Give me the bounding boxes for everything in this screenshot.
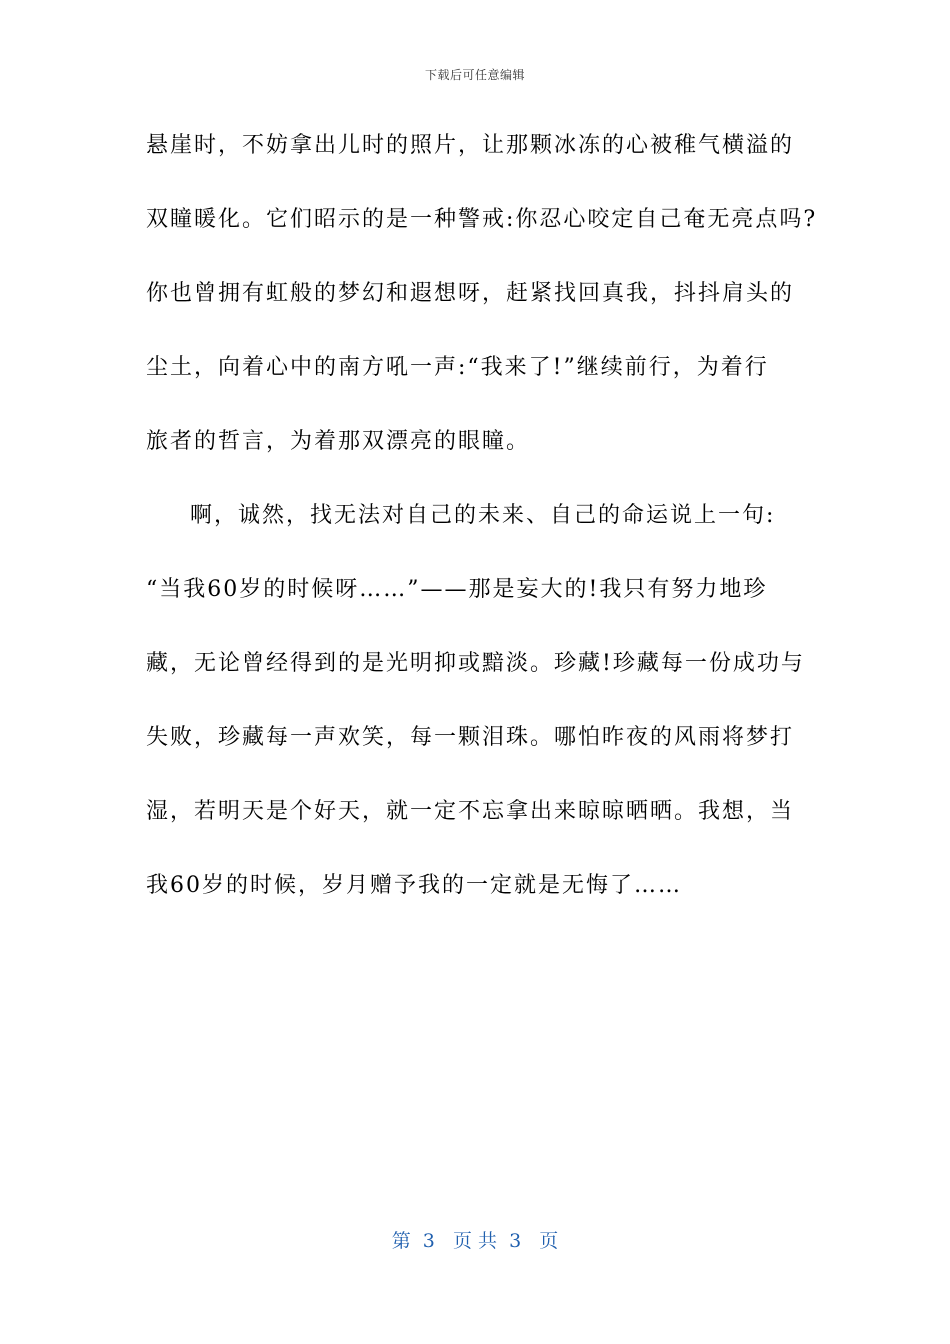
text-line: 湿，若明天是个好天，就一定不忘拿出来晾晾晒晒。我想，当 [146,799,795,824]
document-body [146,122,816,936]
page-header: 下载后可任意编辑 [424,68,525,82]
text-line: 尘土，向着心中的南方吼一声:“我来了!”继续前行，为着行 [146,355,769,380]
text-line: 双瞳暖化。它们昭示的是一种警戒:你忍心咬定自己奄无亮点吗? [146,207,818,232]
text-line: 藏，无论曾经得到的是光明抑或黯淡。珍藏!珍藏每一份成功与 [146,651,805,676]
paragraph-start-line: 啊，诚然，找无法对自己的未来、自己的命运说上一句: [190,503,776,528]
text-line: 悬崖时，不妨拿出儿时的照片，让那颗冰冻的心被稚气横溢的 [146,133,795,158]
text-line: “当我60岁的时候呀……”——那是妄大的!我只有努力地珍 [146,577,768,602]
text-line: 你也曾拥有虹般的梦幻和遐想呀，赶紧找回真我，抖抖肩头的 [146,281,795,306]
page-number-footer: 第 3 页 共 3 页 [391,1230,559,1252]
text-line: 失败，珍藏每一声欢笑，每一颗泪珠。哪怕昨夜的风雨将梦打 [146,725,795,750]
text-line: 我60岁的时候，岁月赠予我的一定就是无悔了…… [146,873,682,898]
text-line: 旅者的哲言，为着那双漂亮的眼瞳。 [146,429,531,454]
